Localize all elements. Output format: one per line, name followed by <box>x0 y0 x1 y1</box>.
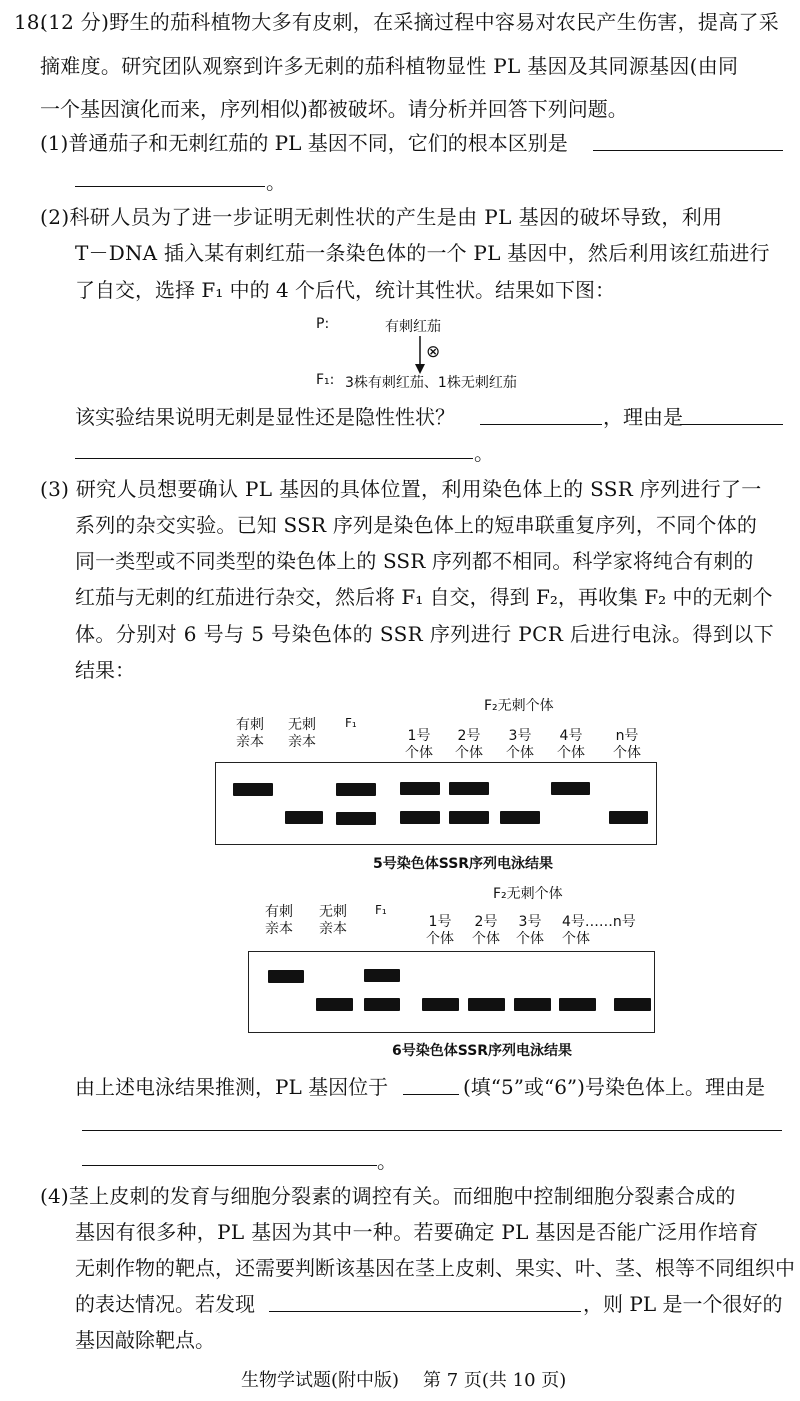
self-cross-symbol: ⊗ <box>426 342 441 362</box>
q3-line: 体。分别对 6 号与 5 号染色体的 SSR 序列进行 PCR 后进行电泳。得到以下 <box>75 622 775 646</box>
q1-answer-blank-2[interactable] <box>75 186 265 187</box>
gel6-band <box>364 998 400 1011</box>
q3-line: (3) 研究人员想要确认 PL 基因的具体位置，利用染色体上的 SSR 序列进行了一 <box>40 477 762 501</box>
q4-line: 的表达情况。若发现 <box>75 1292 255 1316</box>
gel6-band <box>514 998 551 1011</box>
gel5-lane-label: 有刺 亲本 <box>236 717 264 750</box>
q2-end: 。 <box>474 441 494 465</box>
gel6-lane-label: F₁ <box>375 903 387 917</box>
q1-end: 。 <box>266 170 286 194</box>
cross-p-label: P: <box>316 316 330 332</box>
gel5-band <box>336 812 376 825</box>
gel5-band <box>400 811 440 824</box>
cross-f1-label: F₁: <box>316 372 335 388</box>
intro-line: (12 分)野生的茄科植物大多有皮刺，在采摘过程中容易对农民产生伤害，提高了采 <box>40 10 780 34</box>
gel5-lane-label: 4号 个体 <box>557 728 585 761</box>
q4-last: 基因敲除靶点。 <box>75 1328 215 1352</box>
gel5-lane-label: 2号 个体 <box>455 728 483 761</box>
question-number: 18. <box>14 10 46 34</box>
q3-chromosome-blank[interactable] <box>403 1094 459 1095</box>
gel5-band <box>285 811 323 824</box>
gel6-band <box>364 969 400 982</box>
gel6-lane-label: 1号 个体 <box>426 914 454 947</box>
gel5-band <box>500 811 540 824</box>
q4-line: (4)茎上皮刺的发育与细胞分裂素的调控有关。而细胞中控制细胞分裂素合成的 <box>40 1184 736 1208</box>
q2-reason: ，理由是 <box>603 405 683 429</box>
gel5-group-label: F₂无刺个体 <box>484 698 554 714</box>
q2-reason-blank[interactable] <box>680 424 783 425</box>
gel6-lane-label: 4号……n号 个体 <box>562 914 636 947</box>
q3-line: 红茄与无刺的红茄进行杂交，然后将 F₁ 自交，得到 F₂，再收集 F₂ 中的无刺个 <box>75 585 773 609</box>
gel6-lane-label: 有刺 亲本 <box>265 904 293 937</box>
gel6-band <box>614 998 651 1011</box>
gel5-band <box>400 782 440 795</box>
q3-reason-blank-2[interactable] <box>82 1165 377 1166</box>
intro-line: 摘难度。研究团队观察到许多无刺的茄科植物显性 PL 基因及其同源基因(由同 <box>40 54 739 78</box>
gel6-band <box>422 998 459 1011</box>
cross-parent: 有刺红茄 <box>385 319 441 335</box>
q3-end: 。 <box>377 1149 397 1173</box>
gel5-band <box>233 783 273 796</box>
q2-line: 了自交，选择 F₁ 中的 4 个后代，统计其性状。结果如下图： <box>75 278 616 302</box>
q4-answer-blank[interactable] <box>269 1311 581 1312</box>
gel6-group-label: F₂无刺个体 <box>493 886 563 902</box>
gel5-lane-label: 3号 个体 <box>506 728 534 761</box>
gel6-band <box>316 998 353 1011</box>
q2-line: T－DNA 插入某有刺红茄一条染色体的一个 PL 基因中，然后利用该红茄进行 <box>75 241 770 265</box>
cross-f1-result: 3株有刺红茄、1株无刺红茄 <box>345 375 517 391</box>
gel6-lane-label: 3号 个体 <box>516 914 544 947</box>
q2-line: (2)科研人员为了进一步证明无刺性状的产生是由 PL 基因的破坏导致，利用 <box>40 205 723 229</box>
q3-line: 结果： <box>75 658 135 682</box>
gel5-band <box>551 782 590 795</box>
q1-answer-blank[interactable] <box>593 150 783 151</box>
gel5-lane-label: n号 个体 <box>613 728 641 761</box>
q4-tail: ，则 PL 是一个很好的 <box>583 1292 783 1316</box>
gel5-band <box>449 811 489 824</box>
gel6-lane-label: 2号 个体 <box>472 914 500 947</box>
gel6-frame <box>248 951 655 1033</box>
gel5-band <box>449 782 489 795</box>
q3-line: 同一类型或不同类型的染色体上的 SSR 序列都不相同。科学家将纯合有刺的 <box>75 549 754 573</box>
q2-reason-blank-2[interactable] <box>75 458 473 459</box>
q4-line: 无刺作物的靶点，还需要判断该基因在茎上皮刺、果实、叶、茎、根等不同组织中 <box>75 1256 795 1280</box>
gel5-band <box>336 783 376 796</box>
q2-trait-blank[interactable] <box>480 424 602 425</box>
q3-ask: 由上述电泳结果推测，PL 基因位于 <box>75 1075 389 1099</box>
gel6-caption: 6号染色体SSR序列电泳结果 <box>392 1043 573 1059</box>
gel5-band <box>609 811 648 824</box>
gel5-frame <box>215 762 657 845</box>
gel6-band <box>268 970 304 983</box>
q3-ask-tail: (填“5”或“6”)号染色体上。理由是 <box>463 1075 765 1099</box>
q4-line: 基因有很多种，PL 基因为其中一种。若要确定 PL 基因是否能广泛用作培育 <box>75 1220 759 1244</box>
intro-line: 一个基因演化而来，序列相似)都被破坏。请分析并回答下列问题。 <box>40 97 628 121</box>
footer-page: 第 7 页(共 10 页) <box>423 1370 567 1391</box>
footer-subject: 生物学试题(附中版) <box>241 1370 400 1391</box>
gel5-lane-label: F₁ <box>345 716 357 730</box>
q3-reason-blank[interactable] <box>82 1130 782 1131</box>
gel5-lane-label: 无刺 亲本 <box>288 717 316 750</box>
gel5-lane-label: 1号 个体 <box>405 728 433 761</box>
gel6-band <box>468 998 505 1011</box>
q3-line: 系列的杂交实验。已知 SSR 序列是染色体上的短串联重复序列，不同个体的 <box>75 513 758 537</box>
gel6-band <box>559 998 596 1011</box>
q2-ask: 该实验结果说明无刺是显性还是隐性性状？ <box>75 405 455 429</box>
gel6-lane-label: 无刺 亲本 <box>319 904 347 937</box>
gel5-caption: 5号染色体SSR序列电泳结果 <box>373 856 554 872</box>
q1-text: (1)普通茄子和无刺红茄的 PL 基因不同，它们的根本区别是 <box>40 131 568 155</box>
